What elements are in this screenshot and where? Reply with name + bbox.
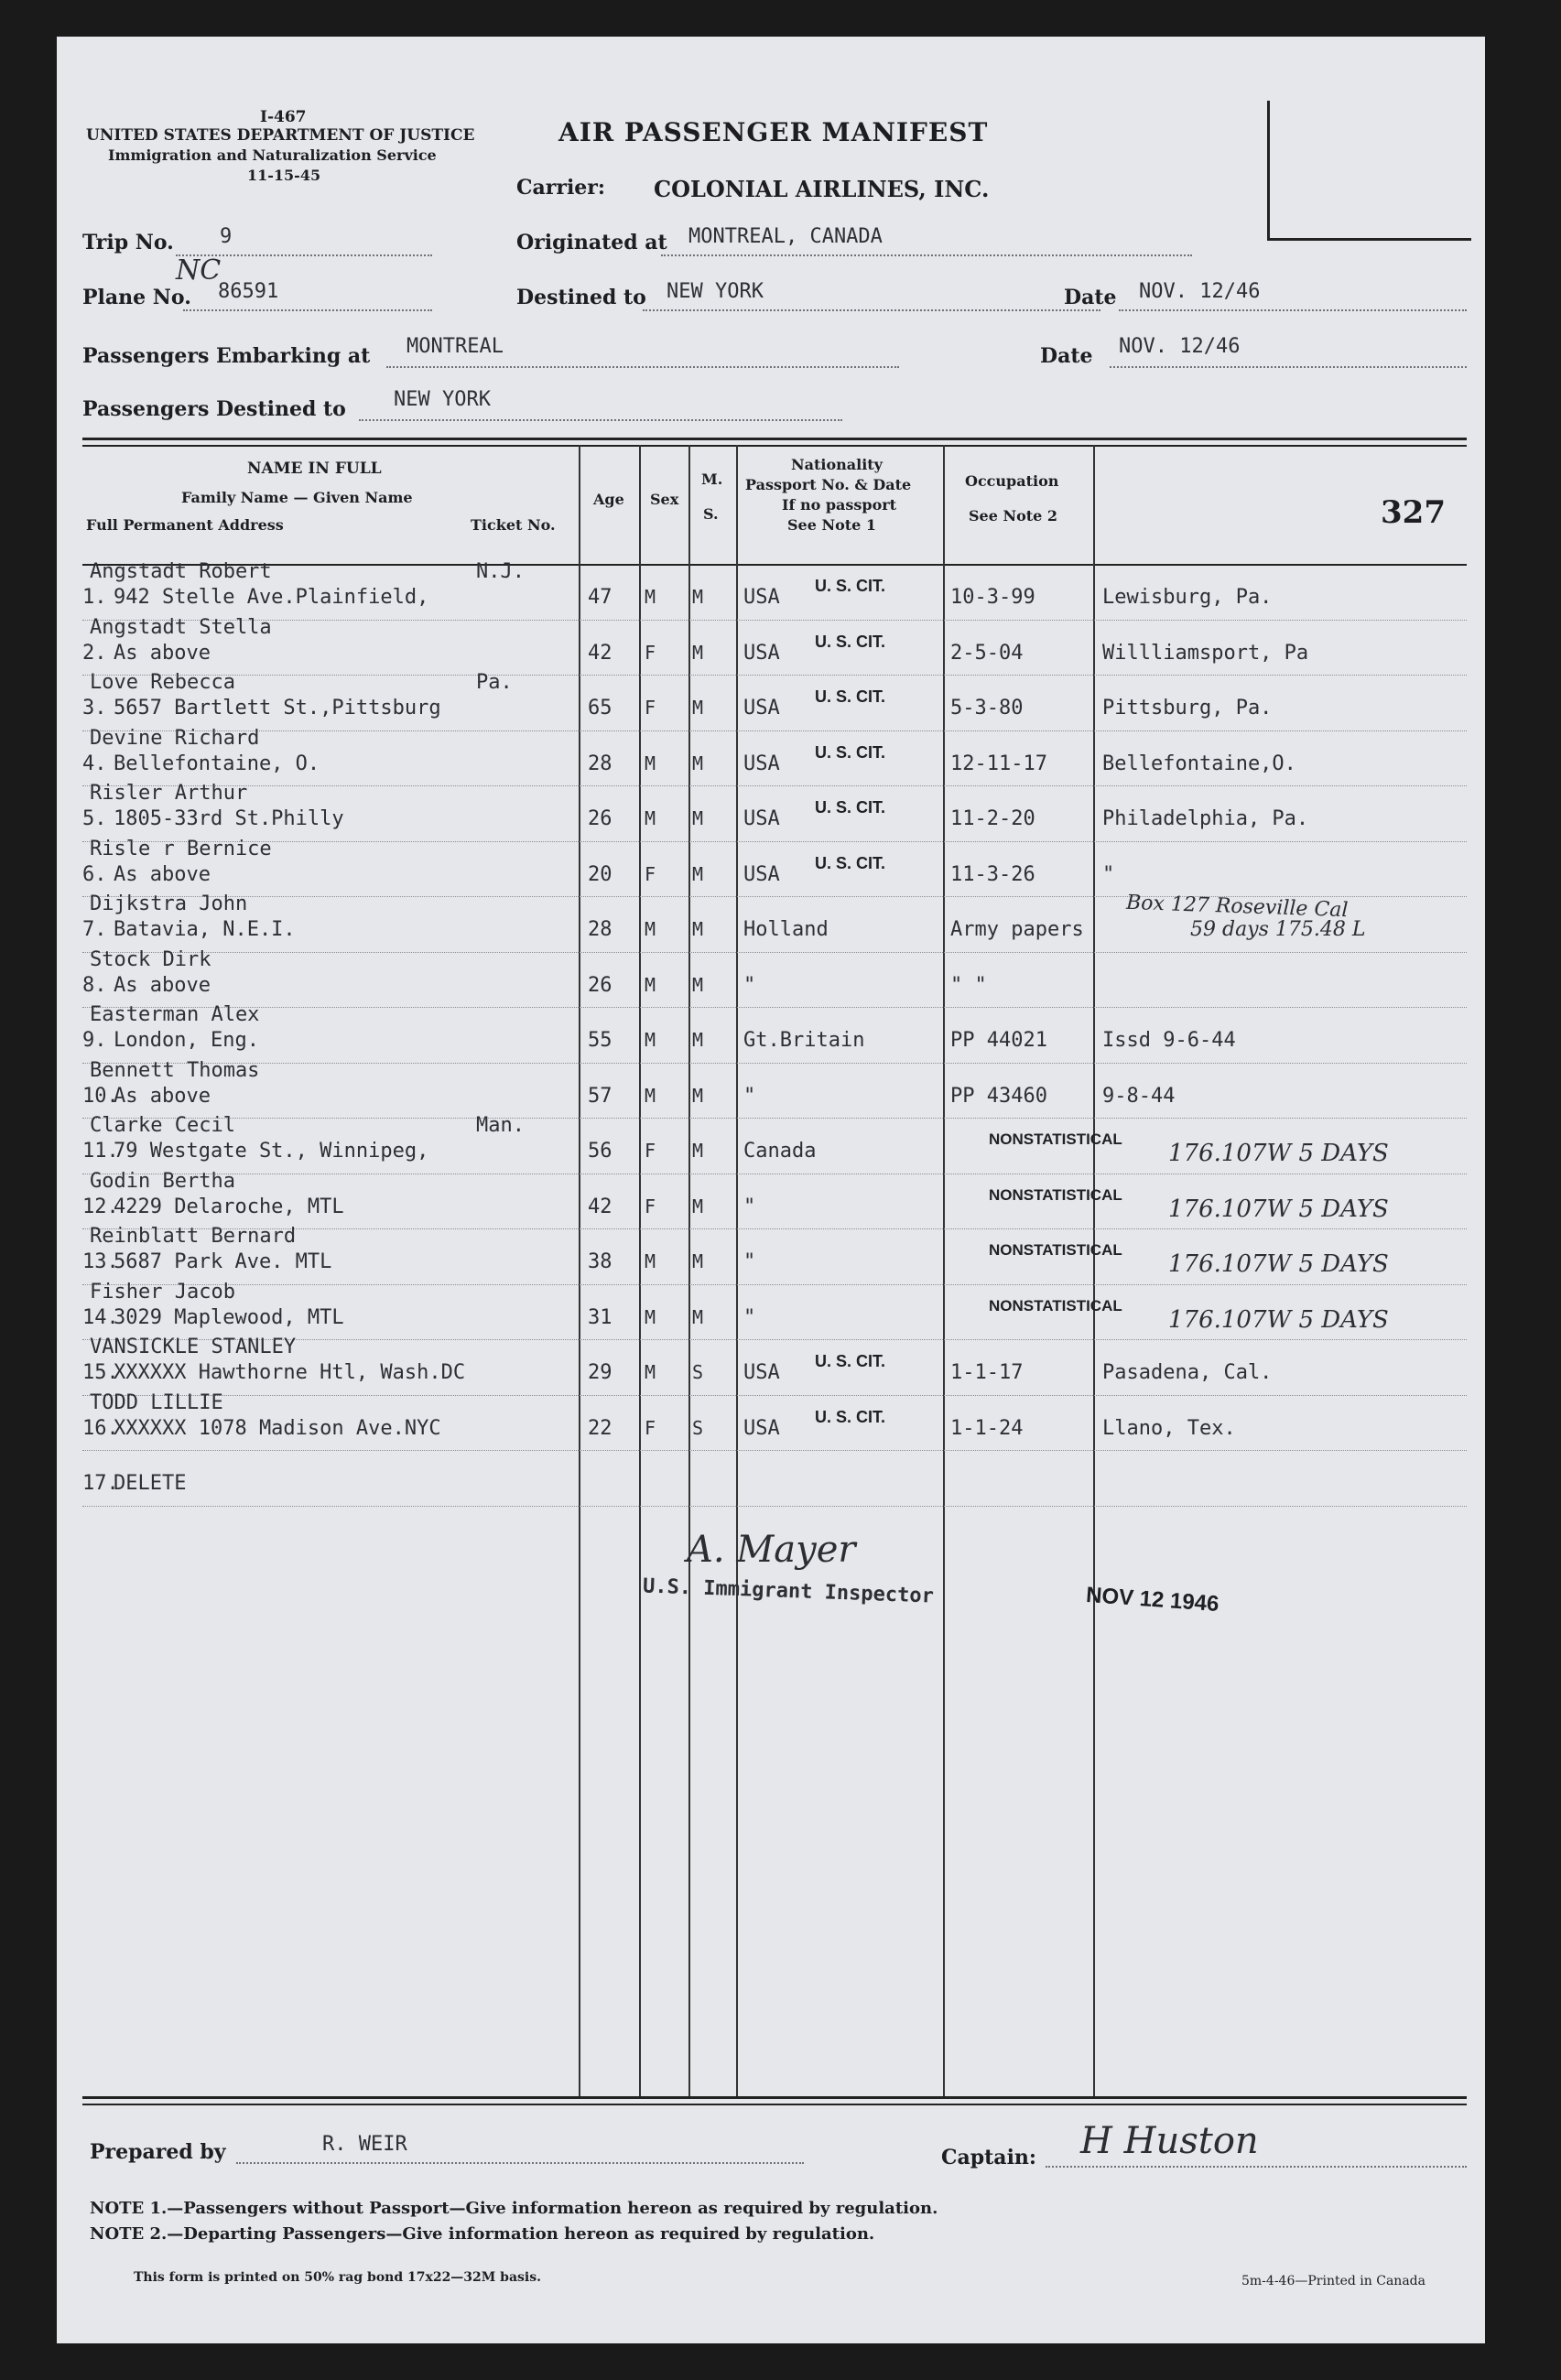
- row-number: 1.: [82, 586, 107, 609]
- occupation: 1-1-24: [950, 1416, 1024, 1440]
- occupation: " ": [950, 973, 987, 997]
- passenger-name: Reinblatt Bernard: [90, 1225, 297, 1248]
- row-divider: [82, 1063, 1467, 1064]
- occupation: 11-3-26: [950, 862, 1035, 886]
- department-name: UNITED STATES DEPARTMENT OF JUSTICE: [86, 126, 475, 145]
- nationality: USA: [743, 862, 780, 886]
- passenger-age: 57: [588, 1084, 612, 1108]
- passenger-age: 38: [588, 1250, 612, 1273]
- passenger-name: Angstadt Stella: [90, 615, 272, 639]
- captain-signature: H Huston: [1080, 2120, 1259, 2162]
- occupation: 2-5-04: [950, 641, 1024, 665]
- nationality: USA: [743, 697, 780, 719]
- row-divider: [82, 841, 1467, 842]
- remarks: 176.107W 5 DAYS: [1168, 1195, 1389, 1223]
- occupation: Army papers: [950, 918, 1084, 941]
- destined-passengers-value: NEW YORK: [394, 388, 491, 411]
- passenger-address: As above: [114, 973, 211, 997]
- nationality: USA: [743, 1416, 780, 1440]
- row-number: 3.: [82, 697, 107, 719]
- nationality: ": [743, 1305, 756, 1329]
- row-number: 15.: [82, 1361, 119, 1384]
- passenger-age: 28: [588, 918, 612, 941]
- passenger-age: 31: [588, 1305, 612, 1329]
- marital-status: M: [692, 1195, 704, 1217]
- row-number: 6.: [82, 862, 107, 886]
- passenger-address: Bellefontaine, O.: [114, 752, 320, 775]
- date-label: Date: [1064, 286, 1117, 309]
- passenger-age: 56: [588, 1140, 612, 1163]
- passenger-sex: M: [645, 1084, 656, 1107]
- row-divider: [82, 675, 1467, 676]
- inspector-title: U.S. Immigrant Inspector: [642, 1574, 935, 1608]
- nationality: ": [743, 1195, 756, 1218]
- nationality: USA: [743, 1361, 780, 1384]
- passenger-sex: F: [645, 697, 656, 719]
- citizenship-stamp: U. S. CIT.: [815, 1407, 886, 1426]
- passenger-table: [82, 560, 1467, 2096]
- passenger-address: 4229 Delaroche, MTL: [114, 1195, 344, 1218]
- passenger-age: 65: [588, 697, 612, 719]
- marital-status: S: [692, 1361, 704, 1383]
- passenger-address: 5687 Park Ave. MTL: [114, 1250, 332, 1273]
- remarks: Willliamsport, Pa: [1102, 641, 1309, 665]
- address-state: N.J.: [476, 560, 525, 583]
- marital-status: S: [692, 1416, 704, 1439]
- marital-status: M: [692, 1140, 704, 1162]
- trip-label: Trip No.: [82, 231, 174, 254]
- occupation: 1-1-17: [950, 1361, 1024, 1384]
- print-note: This form is printed on 50% rag bond 17x22—32M basis.: [134, 2270, 541, 2285]
- passenger-name: Risler Arthur: [90, 782, 248, 805]
- passenger-sex: M: [645, 1029, 656, 1051]
- col-occ-1: Occupation: [965, 472, 1059, 490]
- plane-number: 86591: [218, 280, 279, 303]
- row-number: 12.: [82, 1195, 119, 1218]
- passenger-age: 26: [588, 807, 612, 830]
- passenger-sex: F: [645, 1416, 656, 1439]
- passenger-name: Dijkstra John: [90, 892, 248, 915]
- col-nat-4: See Note 1: [787, 516, 877, 534]
- citizenship-stamp: U. S. CIT.: [815, 632, 886, 651]
- col-ms-1: M.: [701, 471, 723, 488]
- marital-status: M: [692, 973, 704, 996]
- row-divider: [82, 1450, 1467, 1451]
- remarks: Llano, Tex.: [1102, 1416, 1236, 1440]
- citizenship-stamp: U. S. CIT.: [815, 577, 886, 595]
- remarks: 176.107W 5 DAYS: [1168, 1140, 1389, 1167]
- marital-status: M: [692, 641, 704, 664]
- marital-status: M: [692, 862, 704, 885]
- passenger-age: 55: [588, 1029, 612, 1052]
- occupation: 11-2-20: [950, 807, 1035, 830]
- passenger-sex: F: [645, 1195, 656, 1217]
- occupation: PP 44021: [950, 1029, 1047, 1052]
- passenger-age: 22: [588, 1416, 612, 1440]
- passenger-address: As above: [114, 641, 211, 665]
- passenger-address: DELETE: [114, 1472, 187, 1495]
- passenger-sex: M: [645, 918, 656, 940]
- col-nat-2: Passport No. & Date: [745, 476, 912, 493]
- nationality: USA: [743, 807, 780, 830]
- row-number: 9.: [82, 1029, 107, 1052]
- passenger-name: Fisher Jacob: [90, 1280, 235, 1304]
- marital-status: M: [692, 697, 704, 719]
- marital-status: M: [692, 918, 704, 940]
- form-date: 11-15-45: [247, 167, 321, 184]
- row-number: 5.: [82, 807, 107, 830]
- nationality: USA: [743, 752, 780, 775]
- occupation: 5-3-80: [950, 697, 1024, 719]
- passenger-age: 42: [588, 1195, 612, 1218]
- service-name: Immigration and Naturalization Service: [108, 146, 437, 164]
- passenger-name: Clarke Cecil: [90, 1114, 235, 1137]
- citizenship-stamp: NONSTATISTICAL: [989, 1130, 1122, 1148]
- marital-status: M: [692, 586, 704, 608]
- occupation: 10-3-99: [950, 586, 1035, 609]
- passenger-age: 42: [588, 641, 612, 665]
- row-divider: [82, 785, 1467, 786]
- passenger-sex: F: [645, 862, 656, 885]
- col-nat-3: If no passport: [782, 496, 897, 514]
- nationality: ": [743, 1250, 756, 1273]
- trip-number: 9: [220, 225, 233, 248]
- passenger-sex: F: [645, 1140, 656, 1162]
- row-divider: [82, 1395, 1467, 1396]
- row-number: 4.: [82, 752, 107, 775]
- destined-value: NEW YORK: [667, 280, 764, 303]
- row-number: 8.: [82, 973, 107, 997]
- col-ticket: Ticket No.: [471, 516, 556, 534]
- row-number: 10.: [82, 1084, 119, 1108]
- originated-value: MONTREAL, CANADA: [688, 225, 883, 248]
- passenger-address: London, Eng.: [114, 1029, 259, 1052]
- remarks: ": [1102, 862, 1115, 886]
- address-state: Man.: [476, 1114, 525, 1137]
- row-divider: [82, 730, 1467, 731]
- passenger-age: 47: [588, 586, 612, 609]
- remarks: 176.107W 5 DAYS: [1168, 1305, 1389, 1334]
- row-number: 14.: [82, 1305, 119, 1329]
- occupation: PP 43460: [950, 1084, 1047, 1108]
- page-number: 327: [1381, 494, 1446, 531]
- passenger-age: 29: [588, 1361, 612, 1384]
- citizenship-stamp: U. S. CIT.: [815, 742, 886, 762]
- remarks: Lewisburg, Pa.: [1102, 586, 1273, 609]
- passenger-address: XXXXXX 1078 Madison Ave.NYC: [114, 1416, 441, 1440]
- citizenship-stamp: U. S. CIT.: [815, 853, 886, 872]
- carrier-name: COLONIAL AIRLINES, INC.: [654, 176, 990, 202]
- nationality: Holland: [743, 918, 829, 941]
- prepared-by: R. WEIR: [322, 2133, 407, 2156]
- passenger-sex: M: [645, 1250, 656, 1272]
- nationality: Canada: [743, 1140, 817, 1163]
- embarking-value: MONTREAL: [407, 335, 504, 358]
- date2-label: Date: [1040, 344, 1093, 368]
- print-code: 5m-4-46—Printed in Canada: [1241, 2274, 1425, 2288]
- remarks: 176.107W 5 DAYS: [1168, 1250, 1389, 1278]
- passenger-age: 28: [588, 752, 612, 775]
- passenger-address: Batavia, N.E.I.: [114, 918, 296, 941]
- row-divider: [82, 1284, 1467, 1285]
- passenger-name: Stock Dirk: [90, 947, 211, 971]
- row-number: 7.: [82, 918, 107, 941]
- captain-label: Captain:: [941, 2146, 1037, 2169]
- marital-status: M: [692, 1084, 704, 1107]
- manifest-page: [57, 37, 1485, 2343]
- nationality: Gt.Britain: [743, 1029, 865, 1052]
- row-divider: [82, 952, 1467, 953]
- col-address: Full Permanent Address: [86, 516, 284, 534]
- row-number: 16.: [82, 1416, 119, 1440]
- passenger-address: 1805-33rd St.Philly: [114, 807, 344, 830]
- nationality: ": [743, 1084, 756, 1108]
- col-name-sub: Family Name — Given Name: [181, 489, 413, 506]
- remarks: Bellefontaine,O.: [1102, 752, 1296, 775]
- carrier-label: Carrier:: [516, 176, 606, 200]
- passenger-name: Easterman Alex: [90, 1003, 260, 1026]
- remarks: 9-8-44: [1102, 1084, 1176, 1108]
- occupation: 12-11-17: [950, 752, 1047, 775]
- row-divider: [82, 620, 1467, 621]
- passenger-name: TODD LILLIE: [90, 1390, 223, 1414]
- row-divider: [82, 1506, 1467, 1507]
- passenger-name: Godin Bertha: [90, 1169, 235, 1193]
- passenger-name: Risle r Bernice: [90, 837, 272, 860]
- citizenship-stamp: U. S. CIT.: [815, 687, 886, 706]
- passenger-address: As above: [114, 862, 211, 886]
- date2-value: NOV. 12/46: [1119, 335, 1241, 358]
- plane-label: Plane No.: [82, 286, 191, 309]
- row-number: 13.: [82, 1250, 119, 1273]
- citizenship-stamp: NONSTATISTICAL: [989, 1296, 1122, 1314]
- marital-status: M: [692, 752, 704, 774]
- passenger-name: Angstadt Robert: [90, 560, 272, 583]
- inspection-date-stamp: NOV 12 1946: [1085, 1582, 1220, 1617]
- passenger-sex: M: [645, 1305, 656, 1328]
- passenger-name: VANSICKLE STANLEY: [90, 1336, 297, 1358]
- prepared-label: Prepared by: [90, 2140, 226, 2164]
- row-number: 2.: [82, 641, 107, 665]
- row-divider: [82, 1007, 1467, 1008]
- remarks: Issd 9-6-44: [1102, 1029, 1236, 1052]
- marital-status: M: [692, 1250, 704, 1272]
- note-2: NOTE 2.—Departing Passengers—Give information hereon as required by regulation.: [90, 2224, 875, 2244]
- nationality: USA: [743, 641, 780, 665]
- remarks: 59 days 175.48 L: [1190, 918, 1366, 941]
- col-age: Age: [593, 491, 624, 508]
- citizenship-stamp: U. S. CIT.: [815, 798, 886, 817]
- citizenship-stamp: NONSTATISTICAL: [989, 1241, 1122, 1259]
- passenger-address: 3029 Maplewood, MTL: [114, 1305, 344, 1329]
- col-sex: Sex: [650, 491, 679, 508]
- inspector-signature: A. Mayer: [687, 1529, 856, 1571]
- marital-status: M: [692, 1029, 704, 1051]
- corner-box: [1267, 101, 1471, 241]
- col-occ-2: See Note 2: [969, 507, 1058, 525]
- row-divider: [82, 1118, 1467, 1119]
- remarks: Pittsburg, Pa.: [1102, 697, 1273, 719]
- passenger-address: 942 Stelle Ave.Plainfield,: [114, 586, 429, 609]
- passenger-address: 79 Westgate St., Winnipeg,: [114, 1140, 429, 1163]
- nationality: USA: [743, 586, 780, 609]
- passenger-sex: M: [645, 1361, 656, 1383]
- destined-label: Destined to: [516, 286, 646, 309]
- handwritten-address: Box 127 Roseville Cal: [1125, 891, 1349, 923]
- passenger-name: Love Rebecca: [90, 671, 235, 694]
- note-1: NOTE 1.—Passengers without Passport—Give information hereon as required by regulation.: [90, 2199, 938, 2218]
- passenger-age: 26: [588, 973, 612, 997]
- plane-prefix: NC: [176, 254, 222, 287]
- destined-passengers-label: Passengers Destined to: [82, 397, 346, 421]
- col-ms-2: S.: [703, 505, 719, 523]
- row-number: 17.: [82, 1472, 119, 1495]
- passenger-address: XXXXXX Hawthorne Htl, Wash.DC: [114, 1361, 466, 1384]
- date-value: NOV. 12/46: [1139, 280, 1261, 303]
- passenger-sex: M: [645, 752, 656, 774]
- citizenship-stamp: U. S. CIT.: [815, 1352, 886, 1370]
- passenger-address: 5657 Bartlett St.,Pittsburg: [114, 697, 441, 719]
- passenger-name: Devine Richard: [90, 726, 260, 750]
- col-nat-1: Nationality: [791, 456, 883, 473]
- marital-status: M: [692, 807, 704, 829]
- citizenship-stamp: NONSTATISTICAL: [989, 1185, 1122, 1204]
- passenger-sex: M: [645, 586, 656, 608]
- originated-label: Originated at: [516, 231, 667, 254]
- manifest-title: AIR PASSENGER MANIFEST: [558, 117, 989, 147]
- row-number: 11.: [82, 1140, 119, 1163]
- remarks: Pasadena, Cal.: [1102, 1361, 1273, 1384]
- form-number: I-467: [260, 108, 307, 126]
- passenger-age: 20: [588, 862, 612, 886]
- passenger-sex: F: [645, 641, 656, 664]
- embarking-label: Passengers Embarking at: [82, 344, 371, 368]
- col-name-title: NAME IN FULL: [247, 460, 382, 478]
- remarks: Philadelphia, Pa.: [1102, 807, 1309, 830]
- passenger-address: As above: [114, 1084, 211, 1108]
- passenger-sex: M: [645, 973, 656, 996]
- passenger-sex: M: [645, 807, 656, 829]
- passenger-name: Bennett Thomas: [90, 1058, 260, 1082]
- nationality: ": [743, 973, 756, 997]
- address-state: Pa.: [476, 671, 513, 694]
- marital-status: M: [692, 1305, 704, 1328]
